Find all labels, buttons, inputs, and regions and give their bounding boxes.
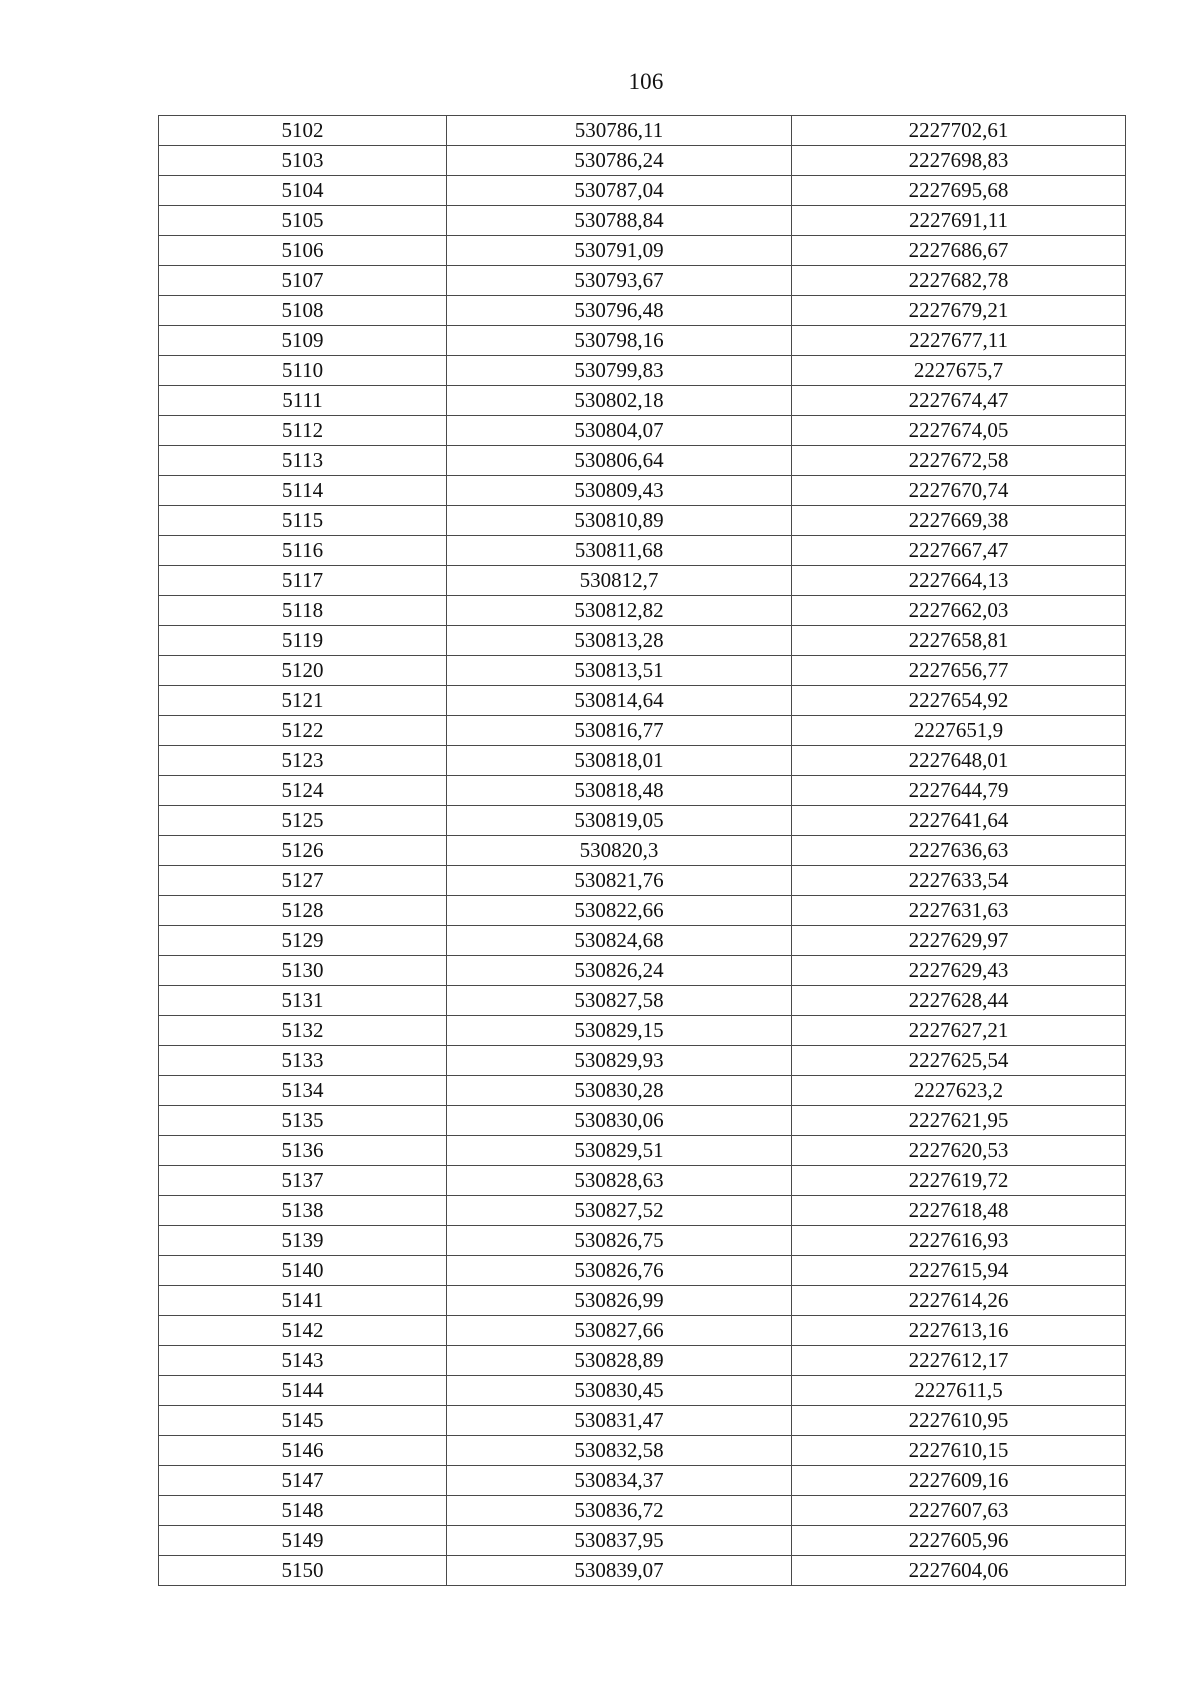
point-number-cell: 5125 <box>159 806 447 836</box>
point-number-cell: 5140 <box>159 1256 447 1286</box>
x-coordinate-cell: 530826,76 <box>447 1256 792 1286</box>
y-coordinate-cell: 2227682,78 <box>792 266 1126 296</box>
y-coordinate-cell: 2227614,26 <box>792 1286 1126 1316</box>
y-coordinate-cell: 2227702,61 <box>792 116 1126 146</box>
y-coordinate-cell: 2227625,54 <box>792 1046 1126 1076</box>
x-coordinate-cell: 530826,75 <box>447 1226 792 1256</box>
point-number-cell: 5146 <box>159 1436 447 1466</box>
table-row <box>159 326 1126 356</box>
y-coordinate-cell: 2227677,11 <box>792 326 1126 356</box>
y-coordinate-cell: 2227695,68 <box>792 176 1126 206</box>
y-coordinate-cell: 2227651,9 <box>792 716 1126 746</box>
table-row <box>159 1436 1126 1466</box>
y-coordinate-cell: 2227620,53 <box>792 1136 1126 1166</box>
point-number-cell: 5108 <box>159 296 447 326</box>
x-coordinate-cell: 530791,09 <box>447 236 792 266</box>
y-coordinate-cell: 2227686,67 <box>792 236 1126 266</box>
x-coordinate-cell: 530827,52 <box>447 1196 792 1226</box>
x-coordinate-cell: 530796,48 <box>447 296 792 326</box>
point-number-cell: 5142 <box>159 1316 447 1346</box>
table-row <box>159 536 1126 566</box>
y-coordinate-cell: 2227609,16 <box>792 1466 1126 1496</box>
x-coordinate-cell: 530839,07 <box>447 1556 792 1586</box>
point-number-cell: 5111 <box>159 386 447 416</box>
y-coordinate-cell: 2227612,17 <box>792 1346 1126 1376</box>
y-coordinate-cell: 2227610,15 <box>792 1436 1126 1466</box>
point-number-cell: 5118 <box>159 596 447 626</box>
point-number-cell: 5109 <box>159 326 447 356</box>
x-coordinate-cell: 530832,58 <box>447 1436 792 1466</box>
y-coordinate-cell: 2227636,63 <box>792 836 1126 866</box>
table-row <box>159 266 1126 296</box>
table-row <box>159 176 1126 206</box>
point-number-cell: 5150 <box>159 1556 447 1586</box>
y-coordinate-cell: 2227629,97 <box>792 926 1126 956</box>
point-number-cell: 5124 <box>159 776 447 806</box>
table-row <box>159 1076 1126 1106</box>
x-coordinate-cell: 530811,68 <box>447 536 792 566</box>
y-coordinate-cell: 2227674,47 <box>792 386 1126 416</box>
y-coordinate-cell: 2227648,01 <box>792 746 1126 776</box>
y-coordinate-cell: 2227667,47 <box>792 536 1126 566</box>
point-number-cell: 5133 <box>159 1046 447 1076</box>
table-row <box>159 746 1126 776</box>
x-coordinate-cell: 530809,43 <box>447 476 792 506</box>
table-row <box>159 296 1126 326</box>
point-number-cell: 5131 <box>159 986 447 1016</box>
point-number-cell: 5117 <box>159 566 447 596</box>
x-coordinate-cell: 530830,28 <box>447 1076 792 1106</box>
y-coordinate-cell: 2227604,06 <box>792 1556 1126 1586</box>
table-row <box>159 476 1126 506</box>
point-number-cell: 5127 <box>159 866 447 896</box>
y-coordinate-cell: 2227658,81 <box>792 626 1126 656</box>
x-coordinate-cell: 530824,68 <box>447 926 792 956</box>
y-coordinate-cell: 2227675,7 <box>792 356 1126 386</box>
table-row <box>159 1346 1126 1376</box>
point-number-cell: 5106 <box>159 236 447 266</box>
point-number-cell: 5141 <box>159 1286 447 1316</box>
point-number-cell: 5103 <box>159 146 447 176</box>
x-coordinate-cell: 530829,15 <box>447 1016 792 1046</box>
table-row <box>159 146 1126 176</box>
y-coordinate-cell: 2227656,77 <box>792 656 1126 686</box>
table-row <box>159 716 1126 746</box>
y-coordinate-cell: 2227691,11 <box>792 206 1126 236</box>
page-number: 106 <box>628 69 664 94</box>
x-coordinate-cell: 530798,16 <box>447 326 792 356</box>
x-coordinate-cell: 530793,67 <box>447 266 792 296</box>
table-row <box>159 806 1126 836</box>
table-row <box>159 116 1126 146</box>
coordinates-table <box>158 115 1126 1586</box>
x-coordinate-cell: 530812,7 <box>447 566 792 596</box>
x-coordinate-cell: 530802,18 <box>447 386 792 416</box>
table-row <box>159 1256 1126 1286</box>
coordinates-table-body <box>159 116 1126 1586</box>
table-row <box>159 506 1126 536</box>
x-coordinate-cell: 530826,99 <box>447 1286 792 1316</box>
point-number-cell: 5149 <box>159 1526 447 1556</box>
y-coordinate-cell: 2227605,96 <box>792 1526 1126 1556</box>
point-number-cell: 5110 <box>159 356 447 386</box>
point-number-cell: 5145 <box>159 1406 447 1436</box>
y-coordinate-cell: 2227619,72 <box>792 1166 1126 1196</box>
table-row <box>159 986 1126 1016</box>
y-coordinate-cell: 2227662,03 <box>792 596 1126 626</box>
x-coordinate-cell: 530786,24 <box>447 146 792 176</box>
table-row <box>159 1016 1126 1046</box>
y-coordinate-cell: 2227610,95 <box>792 1406 1126 1436</box>
x-coordinate-cell: 530806,64 <box>447 446 792 476</box>
x-coordinate-cell: 530834,37 <box>447 1466 792 1496</box>
y-coordinate-cell: 2227613,16 <box>792 1316 1126 1346</box>
point-number-cell: 5113 <box>159 446 447 476</box>
y-coordinate-cell: 2227611,5 <box>792 1376 1126 1406</box>
x-coordinate-cell: 530813,28 <box>447 626 792 656</box>
point-number-cell: 5134 <box>159 1076 447 1106</box>
x-coordinate-cell: 530813,51 <box>447 656 792 686</box>
x-coordinate-cell: 530828,89 <box>447 1346 792 1376</box>
table-row <box>159 1226 1126 1256</box>
point-number-cell: 5138 <box>159 1196 447 1226</box>
table-row <box>159 1316 1126 1346</box>
x-coordinate-cell: 530820,3 <box>447 836 792 866</box>
table-row <box>159 1106 1126 1136</box>
y-coordinate-cell: 2227623,2 <box>792 1076 1126 1106</box>
y-coordinate-cell: 2227672,58 <box>792 446 1126 476</box>
point-number-cell: 5123 <box>159 746 447 776</box>
x-coordinate-cell: 530818,48 <box>447 776 792 806</box>
y-coordinate-cell: 2227641,64 <box>792 806 1126 836</box>
y-coordinate-cell: 2227618,48 <box>792 1196 1126 1226</box>
table-row <box>159 1136 1126 1166</box>
table-row <box>159 236 1126 266</box>
x-coordinate-cell: 530814,64 <box>447 686 792 716</box>
y-coordinate-cell: 2227631,63 <box>792 896 1126 926</box>
point-number-cell: 5104 <box>159 176 447 206</box>
x-coordinate-cell: 530799,83 <box>447 356 792 386</box>
point-number-cell: 5107 <box>159 266 447 296</box>
x-coordinate-cell: 530826,24 <box>447 956 792 986</box>
x-coordinate-cell: 530812,82 <box>447 596 792 626</box>
y-coordinate-cell: 2227670,74 <box>792 476 1126 506</box>
point-number-cell: 5112 <box>159 416 447 446</box>
x-coordinate-cell: 530828,63 <box>447 1166 792 1196</box>
table-row <box>159 626 1126 656</box>
table-row <box>159 566 1126 596</box>
point-number-cell: 5119 <box>159 626 447 656</box>
table-row <box>159 686 1126 716</box>
x-coordinate-cell: 530788,84 <box>447 206 792 236</box>
point-number-cell: 5136 <box>159 1136 447 1166</box>
table-row <box>159 1166 1126 1196</box>
y-coordinate-cell: 2227627,21 <box>792 1016 1126 1046</box>
point-number-cell: 5132 <box>159 1016 447 1046</box>
point-number-cell: 5135 <box>159 1106 447 1136</box>
x-coordinate-cell: 530830,06 <box>447 1106 792 1136</box>
table-row <box>159 776 1126 806</box>
x-coordinate-cell: 530822,66 <box>447 896 792 926</box>
x-coordinate-cell: 530810,89 <box>447 506 792 536</box>
table-row <box>159 1556 1126 1586</box>
y-coordinate-cell: 2227628,44 <box>792 986 1126 1016</box>
y-coordinate-cell: 2227698,83 <box>792 146 1126 176</box>
x-coordinate-cell: 530831,47 <box>447 1406 792 1436</box>
x-coordinate-cell: 530830,45 <box>447 1376 792 1406</box>
x-coordinate-cell: 530786,11 <box>447 116 792 146</box>
point-number-cell: 5143 <box>159 1346 447 1376</box>
table-row <box>159 356 1126 386</box>
point-number-cell: 5144 <box>159 1376 447 1406</box>
point-number-cell: 5137 <box>159 1166 447 1196</box>
table-row <box>159 446 1126 476</box>
y-coordinate-cell: 2227629,43 <box>792 956 1126 986</box>
x-coordinate-cell: 530819,05 <box>447 806 792 836</box>
y-coordinate-cell: 2227615,94 <box>792 1256 1126 1286</box>
y-coordinate-cell: 2227621,95 <box>792 1106 1126 1136</box>
point-number-cell: 5129 <box>159 926 447 956</box>
y-coordinate-cell: 2227633,54 <box>792 866 1126 896</box>
y-coordinate-cell: 2227616,93 <box>792 1226 1126 1256</box>
x-coordinate-cell: 530816,77 <box>447 716 792 746</box>
table-row <box>159 926 1126 956</box>
x-coordinate-cell: 530818,01 <box>447 746 792 776</box>
table-row <box>159 206 1126 236</box>
x-coordinate-cell: 530804,07 <box>447 416 792 446</box>
y-coordinate-cell: 2227669,38 <box>792 506 1126 536</box>
table-row <box>159 416 1126 446</box>
y-coordinate-cell: 2227679,21 <box>792 296 1126 326</box>
point-number-cell: 5102 <box>159 116 447 146</box>
point-number-cell: 5114 <box>159 476 447 506</box>
point-number-cell: 5148 <box>159 1496 447 1526</box>
table-row <box>159 956 1126 986</box>
table-row <box>159 656 1126 686</box>
y-coordinate-cell: 2227654,92 <box>792 686 1126 716</box>
y-coordinate-cell: 2227664,13 <box>792 566 1126 596</box>
x-coordinate-cell: 530836,72 <box>447 1496 792 1526</box>
table-row <box>159 596 1126 626</box>
table-row <box>159 1496 1126 1526</box>
table-row <box>159 836 1126 866</box>
point-number-cell: 5130 <box>159 956 447 986</box>
point-number-cell: 5105 <box>159 206 447 236</box>
table-row <box>159 1526 1126 1556</box>
table-row <box>159 1286 1126 1316</box>
point-number-cell: 5122 <box>159 716 447 746</box>
table-row <box>159 1376 1126 1406</box>
point-number-cell: 5128 <box>159 896 447 926</box>
table-row <box>159 1046 1126 1076</box>
table-row <box>159 1466 1126 1496</box>
table-row <box>159 386 1126 416</box>
x-coordinate-cell: 530821,76 <box>447 866 792 896</box>
point-number-cell: 5120 <box>159 656 447 686</box>
point-number-cell: 5126 <box>159 836 447 866</box>
y-coordinate-cell: 2227644,79 <box>792 776 1126 806</box>
point-number-cell: 5121 <box>159 686 447 716</box>
x-coordinate-cell: 530829,51 <box>447 1136 792 1166</box>
x-coordinate-cell: 530787,04 <box>447 176 792 206</box>
point-number-cell: 5115 <box>159 506 447 536</box>
x-coordinate-cell: 530827,66 <box>447 1316 792 1346</box>
y-coordinate-cell: 2227607,63 <box>792 1496 1126 1526</box>
table-row <box>159 866 1126 896</box>
x-coordinate-cell: 530837,95 <box>447 1526 792 1556</box>
table-row <box>159 1406 1126 1436</box>
point-number-cell: 5139 <box>159 1226 447 1256</box>
table-row <box>159 1196 1126 1226</box>
y-coordinate-cell: 2227674,05 <box>792 416 1126 446</box>
x-coordinate-cell: 530827,58 <box>447 986 792 1016</box>
point-number-cell: 5147 <box>159 1466 447 1496</box>
point-number-cell: 5116 <box>159 536 447 566</box>
x-coordinate-cell: 530829,93 <box>447 1046 792 1076</box>
table-row <box>159 896 1126 926</box>
